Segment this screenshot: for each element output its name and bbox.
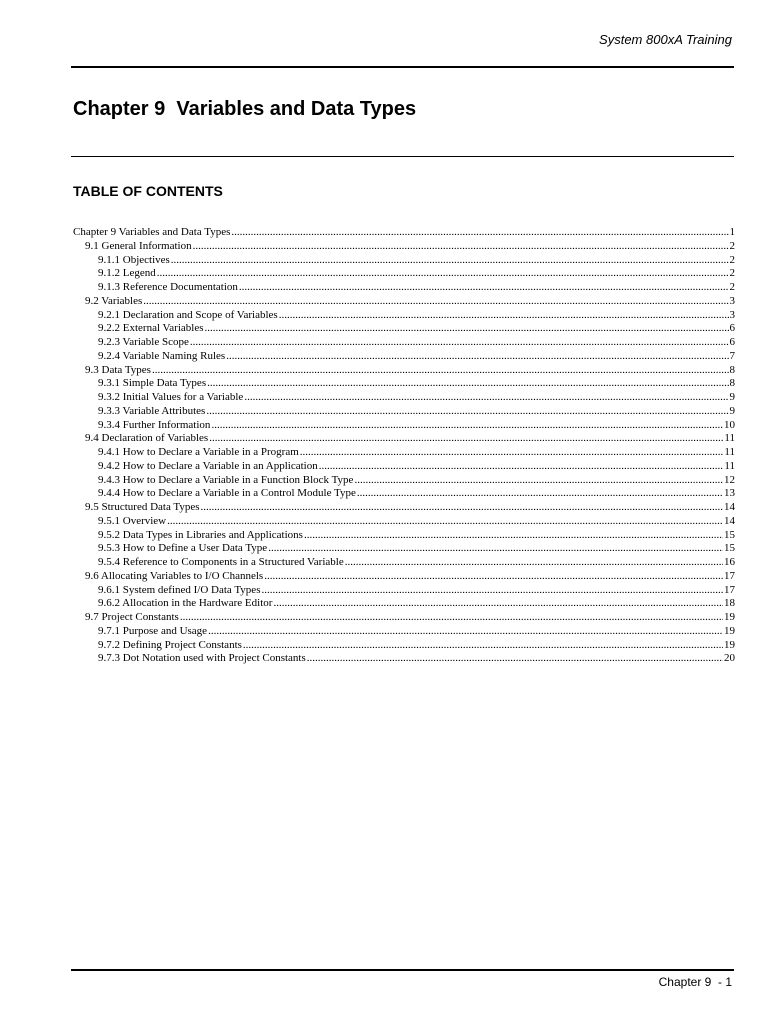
- toc-dot-leader: [345, 556, 723, 570]
- toc-entry-title: 9.5.2 Data Types in Libraries and Applications: [98, 528, 303, 541]
- toc-entry[interactable]: [73, 419, 735, 433]
- toc-entry-title: 9.6 Allocating Variables to I/O Channels: [85, 569, 264, 582]
- toc-entry-page: 11: [724, 432, 735, 445]
- toc-entry-page: 6: [729, 322, 735, 335]
- toc-entry-title: 9.2.4 Variable Naming Rules: [98, 349, 226, 362]
- toc-entry[interactable]: [73, 377, 735, 391]
- toc-entry[interactable]: [73, 542, 735, 556]
- toc-dot-leader: [209, 432, 723, 446]
- page-number: Chapter 9 - 1: [658, 975, 732, 989]
- toc-entry-page: 16: [724, 556, 735, 568]
- toc-entry-title: 9.7.2 Defining Project Constants: [98, 638, 242, 651]
- toc-entry[interactable]: [73, 432, 735, 446]
- toc-entry[interactable]: [73, 529, 735, 543]
- toc-entry-title: 9.7.1 Purpose and Usage: [98, 624, 208, 637]
- toc-entry[interactable]: [73, 597, 735, 611]
- toc-dot-leader: [307, 652, 723, 666]
- toc-entry[interactable]: [73, 474, 735, 488]
- toc-entry[interactable]: [73, 515, 735, 529]
- toc-entry-page: 2: [729, 239, 735, 252]
- toc-entry-title: 9.4.4 How to Declare a Variable in a Control Module Type: [98, 487, 356, 500]
- toc-entry-page: 12: [724, 473, 735, 486]
- toc-dot-leader: [243, 639, 723, 653]
- toc-dot-leader: [205, 322, 729, 336]
- toc-dot-leader: [180, 611, 723, 625]
- toc-entry-page: 1: [729, 226, 735, 238]
- toc-entry-title: 9.7.3 Dot Notation used with Project Constants: [98, 652, 306, 665]
- toc-entry-page: 8: [729, 363, 735, 376]
- toc-dot-leader: [261, 584, 723, 598]
- toc-entry[interactable]: [73, 460, 735, 474]
- toc-entry-title: 9.3.2 Initial Values for a Variable: [98, 391, 244, 403]
- toc-entry-title: 9.5.4 Reference to Components in a Structured Variable: [98, 556, 344, 568]
- toc-entry-page: 17: [724, 583, 735, 596]
- toc-entry-page: 2: [729, 253, 735, 266]
- toc-entry[interactable]: [73, 625, 735, 639]
- toc-dot-leader: [244, 391, 728, 405]
- toc-entry-title: 9.1 General Information: [85, 239, 192, 252]
- footer-rule: [71, 969, 734, 971]
- toc-dot-leader: [279, 309, 729, 323]
- toc-entry[interactable]: [73, 652, 735, 666]
- toc-entry-title: 9.3.4 Further Information: [98, 418, 211, 431]
- toc-entry[interactable]: [73, 254, 735, 268]
- toc-entry-title: 9.2.2 External Variables: [98, 322, 204, 335]
- toc-dot-leader: [264, 570, 723, 584]
- running-header: System 800xA Training: [599, 32, 732, 47]
- toc-entry[interactable]: [73, 446, 735, 460]
- toc-entry-title: 9.2 Variables: [85, 294, 143, 307]
- toc-entry-page: 20: [724, 652, 735, 665]
- table-of-contents: [73, 226, 735, 666]
- toc-entry-page: 6: [729, 336, 735, 348]
- title-rule: [71, 156, 734, 157]
- toc-dot-leader: [357, 487, 723, 501]
- chapter-title: Chapter 9 Variables and Data Types: [73, 98, 417, 120]
- toc-entry-page: 9: [729, 391, 735, 403]
- toc-entry[interactable]: [73, 336, 735, 350]
- toc-entry[interactable]: [73, 487, 735, 501]
- toc-entry-page: 18: [724, 597, 735, 610]
- toc-entry[interactable]: [73, 281, 735, 295]
- toc-dot-leader: [319, 460, 724, 474]
- toc-entry[interactable]: [73, 639, 735, 653]
- toc-entry[interactable]: [73, 309, 735, 323]
- toc-entry[interactable]: [73, 391, 735, 405]
- toc-entry-title: 9.3.1 Simple Data Types: [98, 377, 207, 390]
- toc-dot-leader: [193, 240, 729, 254]
- toc-dot-leader: [171, 254, 729, 268]
- toc-dot-leader: [143, 295, 728, 309]
- toc-entry[interactable]: [73, 501, 735, 515]
- toc-dot-leader: [239, 281, 729, 295]
- toc-dot-leader: [190, 336, 729, 350]
- toc-entry-page: 9: [729, 404, 735, 417]
- toc-entry[interactable]: [73, 226, 735, 240]
- toc-dot-leader: [206, 405, 728, 419]
- toc-dot-leader: [268, 542, 723, 556]
- toc-entry-title: Chapter 9 Variables and Data Types: [73, 226, 231, 238]
- toc-entry[interactable]: [73, 240, 735, 254]
- toc-entry[interactable]: [73, 584, 735, 598]
- toc-entry-page: 3: [729, 294, 735, 307]
- toc-dot-leader: [167, 515, 723, 529]
- toc-entry-page: 2: [729, 281, 735, 293]
- toc-dot-leader: [208, 625, 723, 639]
- toc-dot-leader: [211, 419, 723, 433]
- toc-entry-title: 9.1.1 Objectives: [98, 253, 170, 266]
- toc-entry-page: 19: [724, 624, 735, 637]
- toc-entry-page: 19: [724, 638, 735, 651]
- toc-entry[interactable]: [73, 405, 735, 419]
- toc-entry-title: 9.5.3 How to Define a User Data Type: [98, 542, 268, 555]
- toc-entry[interactable]: [73, 556, 735, 570]
- toc-entry-page: 7: [729, 349, 735, 362]
- toc-entry-page: 15: [724, 542, 735, 555]
- toc-entry-title: 9.4 Declaration of Variables: [85, 432, 209, 445]
- toc-entry-title: 9.4.3 How to Declare a Variable in a Function Block Type: [98, 473, 354, 486]
- toc-dot-leader: [273, 597, 723, 611]
- toc-dot-leader: [152, 364, 729, 378]
- toc-entry-title: 9.6.2 Allocation in the Hardware Editor: [98, 597, 273, 610]
- toc-entry-title: 9.5 Structured Data Types: [85, 501, 200, 513]
- toc-entry-title: 9.3 Data Types: [85, 363, 151, 376]
- toc-entry-page: 11: [724, 446, 735, 458]
- toc-entry-page: 14: [724, 514, 735, 527]
- toc-dot-leader: [304, 529, 723, 543]
- toc-entry[interactable]: [73, 295, 735, 309]
- toc-entry-title: 9.1.2 Legend: [98, 267, 156, 280]
- toc-entry[interactable]: [73, 267, 735, 281]
- toc-entry-title: 9.1.3 Reference Documentation: [98, 281, 238, 293]
- toc-entry-page: 2: [729, 267, 735, 280]
- toc-entry-page: 17: [724, 569, 735, 582]
- toc-entry-page: 3: [729, 308, 735, 321]
- toc-dot-leader: [157, 267, 729, 281]
- toc-entry-page: 14: [724, 501, 735, 513]
- toc-dot-leader: [201, 501, 723, 515]
- toc-entry-title: 9.4.1 How to Declare a Variable in a Program: [98, 446, 299, 458]
- toc-entry-title: 9.5.1 Overview: [98, 514, 167, 527]
- toc-entry-title: 9.2.3 Variable Scope: [98, 336, 189, 348]
- toc-dot-leader: [207, 377, 728, 391]
- toc-entry-page: 15: [724, 528, 735, 541]
- toc-entry[interactable]: [73, 350, 735, 364]
- toc-entry-title: 9.7 Project Constants: [85, 611, 179, 623]
- toc-entry-title: 9.6.1 System defined I/O Data Types: [98, 583, 261, 596]
- toc-entry-title: 9.3.3 Variable Attributes: [98, 404, 206, 417]
- toc-entry[interactable]: [73, 364, 735, 378]
- toc-heading: TABLE OF CONTENTS: [73, 183, 223, 199]
- toc-dot-leader: [300, 446, 724, 460]
- toc-entry-page: 11: [724, 459, 735, 472]
- header-rule: [71, 66, 734, 68]
- toc-entry-page: 10: [724, 418, 735, 431]
- toc-entry-page: 13: [724, 487, 735, 500]
- toc-entry-page: 8: [729, 377, 735, 390]
- toc-dot-leader: [231, 226, 728, 240]
- toc-dot-leader: [226, 350, 728, 364]
- toc-entry-title: 9.2.1 Declaration and Scope of Variables: [98, 308, 278, 321]
- toc-entry-page: 19: [724, 611, 735, 623]
- toc-entry[interactable]: [73, 611, 735, 625]
- toc-entry[interactable]: [73, 322, 735, 336]
- toc-entry[interactable]: [73, 570, 735, 584]
- toc-entry-title: 9.4.2 How to Declare a Variable in an Application: [98, 459, 318, 472]
- toc-dot-leader: [354, 474, 723, 488]
